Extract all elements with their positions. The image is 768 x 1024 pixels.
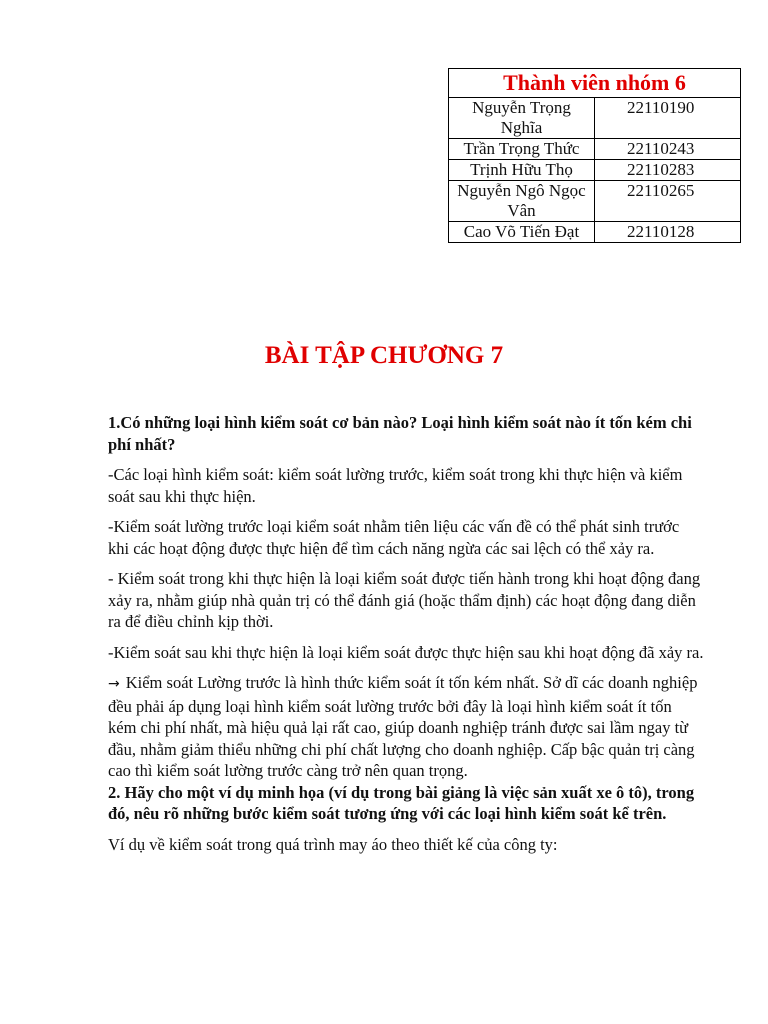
example-intro: Ví dụ về kiểm soát trong quá trình may áo theo thiết kế của công ty: [108,834,558,854]
conclusion-text: Kiểm soát Lường trước là hình thức kiểm soát ít tốn kém nhất. Sở dĩ các doanh nghiệp đều phải áp dụng loại hình kiểm soát lường trước bởi đây là loại hình kiểm soát ít tốn kém chi phí nhất, mà hiệu quả lại rất cao, giúp doanh nghiệp tránh được sai lầm ngay từ đầu, nhằm giảm thiểu những chi phí chất lượng cho doanh nghiệp. Cấp bậc quản trị càng cao thì kiểm soát lường trước càng trở nên quan trọng. [108,673,698,780]
conclusion-paragraph [108,672,704,782]
document-body [108,412,704,864]
member-id: 22110243 [595,139,741,160]
page-title: BÀI TẬP CHƯƠNG 7 [264,342,504,369]
member-name: Nguyễn Ngô Ngọc Vân [449,181,595,222]
table-row [449,222,741,243]
member-id: 22110283 [595,160,741,181]
members-table [448,68,741,243]
question-1: 1.Có những loại hình kiểm soát cơ bản nào? Loại hình kiểm soát nào ít tốn kém chi phí nhất? [108,413,692,454]
answer-paragraph: -Các loại hình kiểm soát: kiểm soát lường trước, kiểm soát trong khi thực hiện và kiểm soát sau khi thực hiện. [108,465,683,506]
member-name: Trịnh Hữu Thọ [449,160,595,181]
table-row [449,98,741,139]
table-row [449,160,741,181]
answer-paragraph: -Kiểm soát sau khi thực hiện là loại kiểm soát được thực hiện sau khi hoạt động đã xảy ra. [108,642,704,662]
table-row [449,181,741,222]
member-name: Cao Võ Tiến Đạt [449,222,595,243]
arrow-right-icon: → [108,676,120,692]
member-id: 22110190 [595,98,741,139]
member-name: Trần Trọng Thức [449,139,595,160]
member-id: 22110128 [595,222,741,243]
answer-paragraph: -Kiểm soát lường trước loại kiểm soát nhằm tiên liệu các vấn đề có thể phát sinh trước khi các hoạt động được thực hiện để tìm cách năng ngừa các sai lệch có thể xảy ra. [108,517,680,558]
question-2: 2. Hãy cho một ví dụ minh họa (ví dụ trong bài giảng là việc sản xuất xe ô tô), trong đó, nêu rõ những bước kiểm soát tương ứng với các loại hình kiểm soát kể trên. [108,782,695,823]
member-name: Nguyễn Trọng Nghĩa [449,98,595,139]
member-id: 22110265 [595,181,741,222]
table-row [449,139,741,160]
members-table-header-row [449,69,741,98]
answer-paragraph: - Kiểm soát trong khi thực hiện là loại kiểm soát được tiến hành trong khi hoạt động đang xảy ra, nhằm giúp nhà quản trị có thể đánh giá (hoặc thẩm định) các hoạt động đang diễn ra để điều chỉnh kịp thời. [108,569,701,631]
members-table-title: Thành viên nhóm 6 [449,69,741,98]
